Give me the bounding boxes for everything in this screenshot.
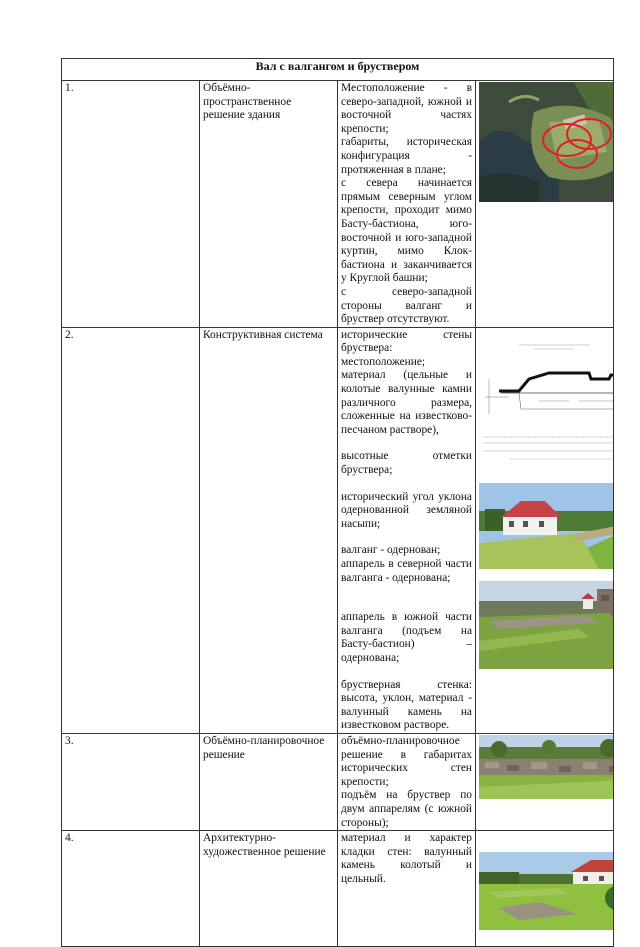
photo-courtyard-house [479, 852, 614, 930]
description-line: Местоположение - в северо-западной, южной и восточной частях крепости; [341, 82, 472, 135]
row-number: 3. [62, 733, 200, 830]
row-illustration [476, 81, 614, 328]
description-line: аппарель в южной части валганга (подъем на Басту-бастион) – одернована; [341, 611, 472, 664]
photo-stone-wall [479, 735, 614, 799]
description-line: высотные отметки бруствера; [341, 450, 472, 477]
row-illustration [476, 733, 614, 830]
row-number: 1. [62, 81, 200, 328]
description-line: брустверная стенка: высота, уклон, материал - валунный камень на известковом растворе. [341, 678, 472, 732]
table-title: Вал с валгангом и бруствером [62, 59, 614, 81]
row-category: Объёмно-пространственное решение здания [200, 81, 338, 328]
table-row [62, 327, 614, 733]
description-line: материал и характер кладки стен: валунный камень колотый и цельный. [341, 832, 472, 885]
description-line: объёмно-планировочное решение в габаритах исторических стен крепости; [341, 734, 472, 788]
row-category: Конструктивная система [200, 327, 338, 733]
description-line: с северо-западной стороны валганг и бруствер отсутствуют. [341, 285, 472, 326]
specification-table [61, 58, 614, 947]
cross-section-drawing [479, 339, 614, 469]
row-illustration [476, 831, 614, 947]
row-category: Архитектурно-художественное решение [200, 831, 338, 947]
description-line: валганг - одернован; [341, 544, 441, 557]
row-number: 4. [62, 831, 200, 947]
row-description [338, 327, 476, 733]
table-row [62, 831, 614, 947]
row-description [338, 81, 476, 328]
table-row [62, 733, 614, 830]
description-line: аппарель в северной части валганга - одернована; [341, 558, 472, 584]
row-illustration [476, 327, 614, 733]
description-line: подъём на бруствер по двум аппарелям (с южной стороны); [341, 789, 472, 829]
description-line: местоположение; [341, 355, 426, 368]
row-description [338, 733, 476, 830]
aerial-map-image [479, 82, 614, 202]
row-description [338, 831, 476, 947]
description-line: исторические стены бруствера: [341, 328, 472, 355]
table-title-row [62, 59, 614, 81]
description-line: материал (цельные и колотые валунные камни различного размера, сложенные на известково-песчаном растворе), [341, 369, 472, 436]
row-category: Объёмно-планировочное решение [200, 733, 338, 830]
description-line: с севера начинается прямым северным углом крепости, проходит мимо Басту-бастиона, юго-восточной и юго-западной куртин, мимо Клок-бастиона и заканчивается у Круглой башни; [341, 177, 472, 285]
photo-south-rampart [479, 581, 614, 669]
description-line: исторический угол уклона одернованной земляной насыпи; [341, 490, 472, 530]
description-line: габариты, историческая конфигурация - протяженная в плане; [341, 136, 472, 176]
photo-house-rampart [479, 483, 614, 569]
table-row [62, 81, 614, 328]
row-number: 2. [62, 327, 200, 733]
